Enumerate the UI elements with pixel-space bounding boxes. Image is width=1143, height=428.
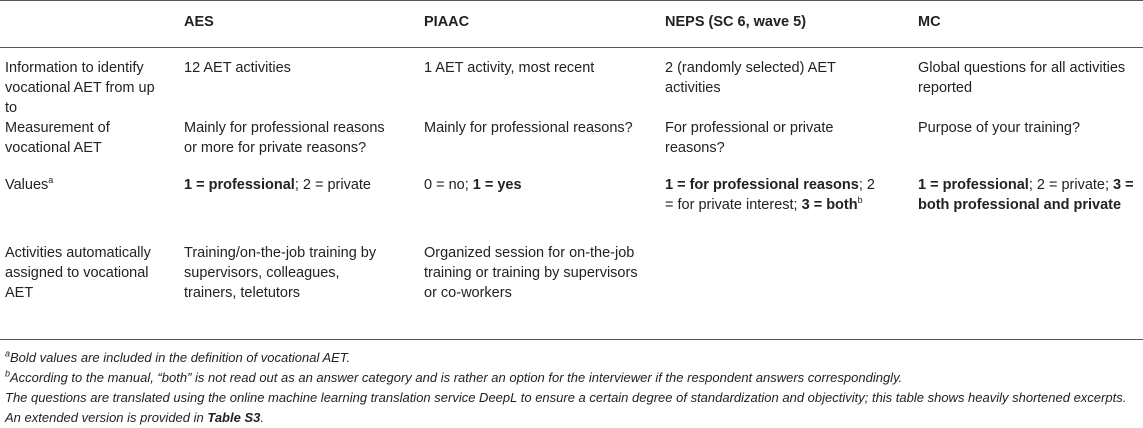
- table-cell: [184, 175, 389, 195]
- table-cell: 12 AET activities: [184, 60, 291, 76]
- bold-value: 3 = both professional and private: [918, 177, 1134, 213]
- table-cell: 1 AET activity, most recent: [424, 60, 595, 76]
- table-cell: Training/on-the-job training by supervisors, colleagues, trainers, teletutors: [184, 245, 377, 301]
- bold-value: 1 = yes: [472, 177, 522, 193]
- header-neps: NEPS (SC 6, wave 5): [665, 14, 807, 30]
- plain-value: ; 2 = private: [294, 177, 371, 193]
- table-cell: For professional or private reasons?: [665, 120, 834, 156]
- table-cell: Mainly for professional reasons or more for private reasons?: [184, 120, 385, 156]
- bold-value: 1 = professional: [184, 177, 295, 193]
- row-label: Activities automatically assigned to vocational AET: [5, 245, 151, 301]
- header-rule: [0, 47, 1143, 48]
- table-cell: Organized session for on-the-job training or training by supervisors or co-workers: [424, 245, 638, 301]
- table-cell: [424, 175, 639, 195]
- header-aes: AES: [184, 14, 214, 30]
- table-cell: [918, 175, 1138, 215]
- plain-value: ; 2 = private;: [1028, 177, 1114, 193]
- table-cell: Purpose of your training?: [918, 120, 1081, 136]
- table-top-rule: [0, 0, 1143, 1]
- footnote-marker: b: [857, 195, 863, 206]
- plain-value: 0 = no;: [424, 177, 473, 193]
- table-cell: Mainly for professional reasons?: [424, 120, 633, 136]
- table-bottom-rule: [0, 339, 1143, 340]
- bold-value: 3 = both: [801, 197, 858, 213]
- header-mc: MC: [918, 14, 941, 30]
- footnote-text: Bold values are included in the definition of vocational AET.: [10, 350, 351, 365]
- footnote-marker: a: [5, 348, 11, 359]
- footnote-a: [5, 348, 1140, 368]
- header-piaac: PIAAC: [424, 14, 470, 30]
- table-cell: Global questions for all activities reported: [918, 60, 1126, 96]
- bold-value: 1 = for professional reasons: [665, 177, 859, 193]
- row-label: Information to identify vocational AET from up to: [5, 60, 155, 116]
- footnote-b: [5, 368, 1140, 388]
- table-note: [5, 388, 1140, 428]
- footnote-marker: b: [5, 368, 11, 379]
- plain-value: ; 2 = for private interest;: [665, 177, 875, 213]
- row-label: Measurement of vocational AET: [5, 120, 110, 156]
- table-cell: [665, 175, 880, 215]
- row-label: [5, 175, 170, 195]
- note-end: .: [260, 410, 264, 425]
- footnote-text: According to the manual, “both” is not read out as an answer category and is rather an option for the interviewer if the respondent answers correspondingly.: [10, 370, 903, 385]
- footnote-marker: a: [48, 175, 54, 186]
- table-reference-link[interactable]: Table S3: [207, 410, 261, 425]
- note-text: The questions are translated using the online machine learning translation service DeepL to ensure a certain degree of standardization and objectivity; this table shows heavily shortened excerpts. An extended version is provided in: [5, 390, 1127, 425]
- row-label-text: Values: [5, 177, 49, 193]
- bold-value: 1 = professional: [918, 177, 1029, 193]
- table-cell: 2 (randomly selected) AET activities: [665, 60, 836, 96]
